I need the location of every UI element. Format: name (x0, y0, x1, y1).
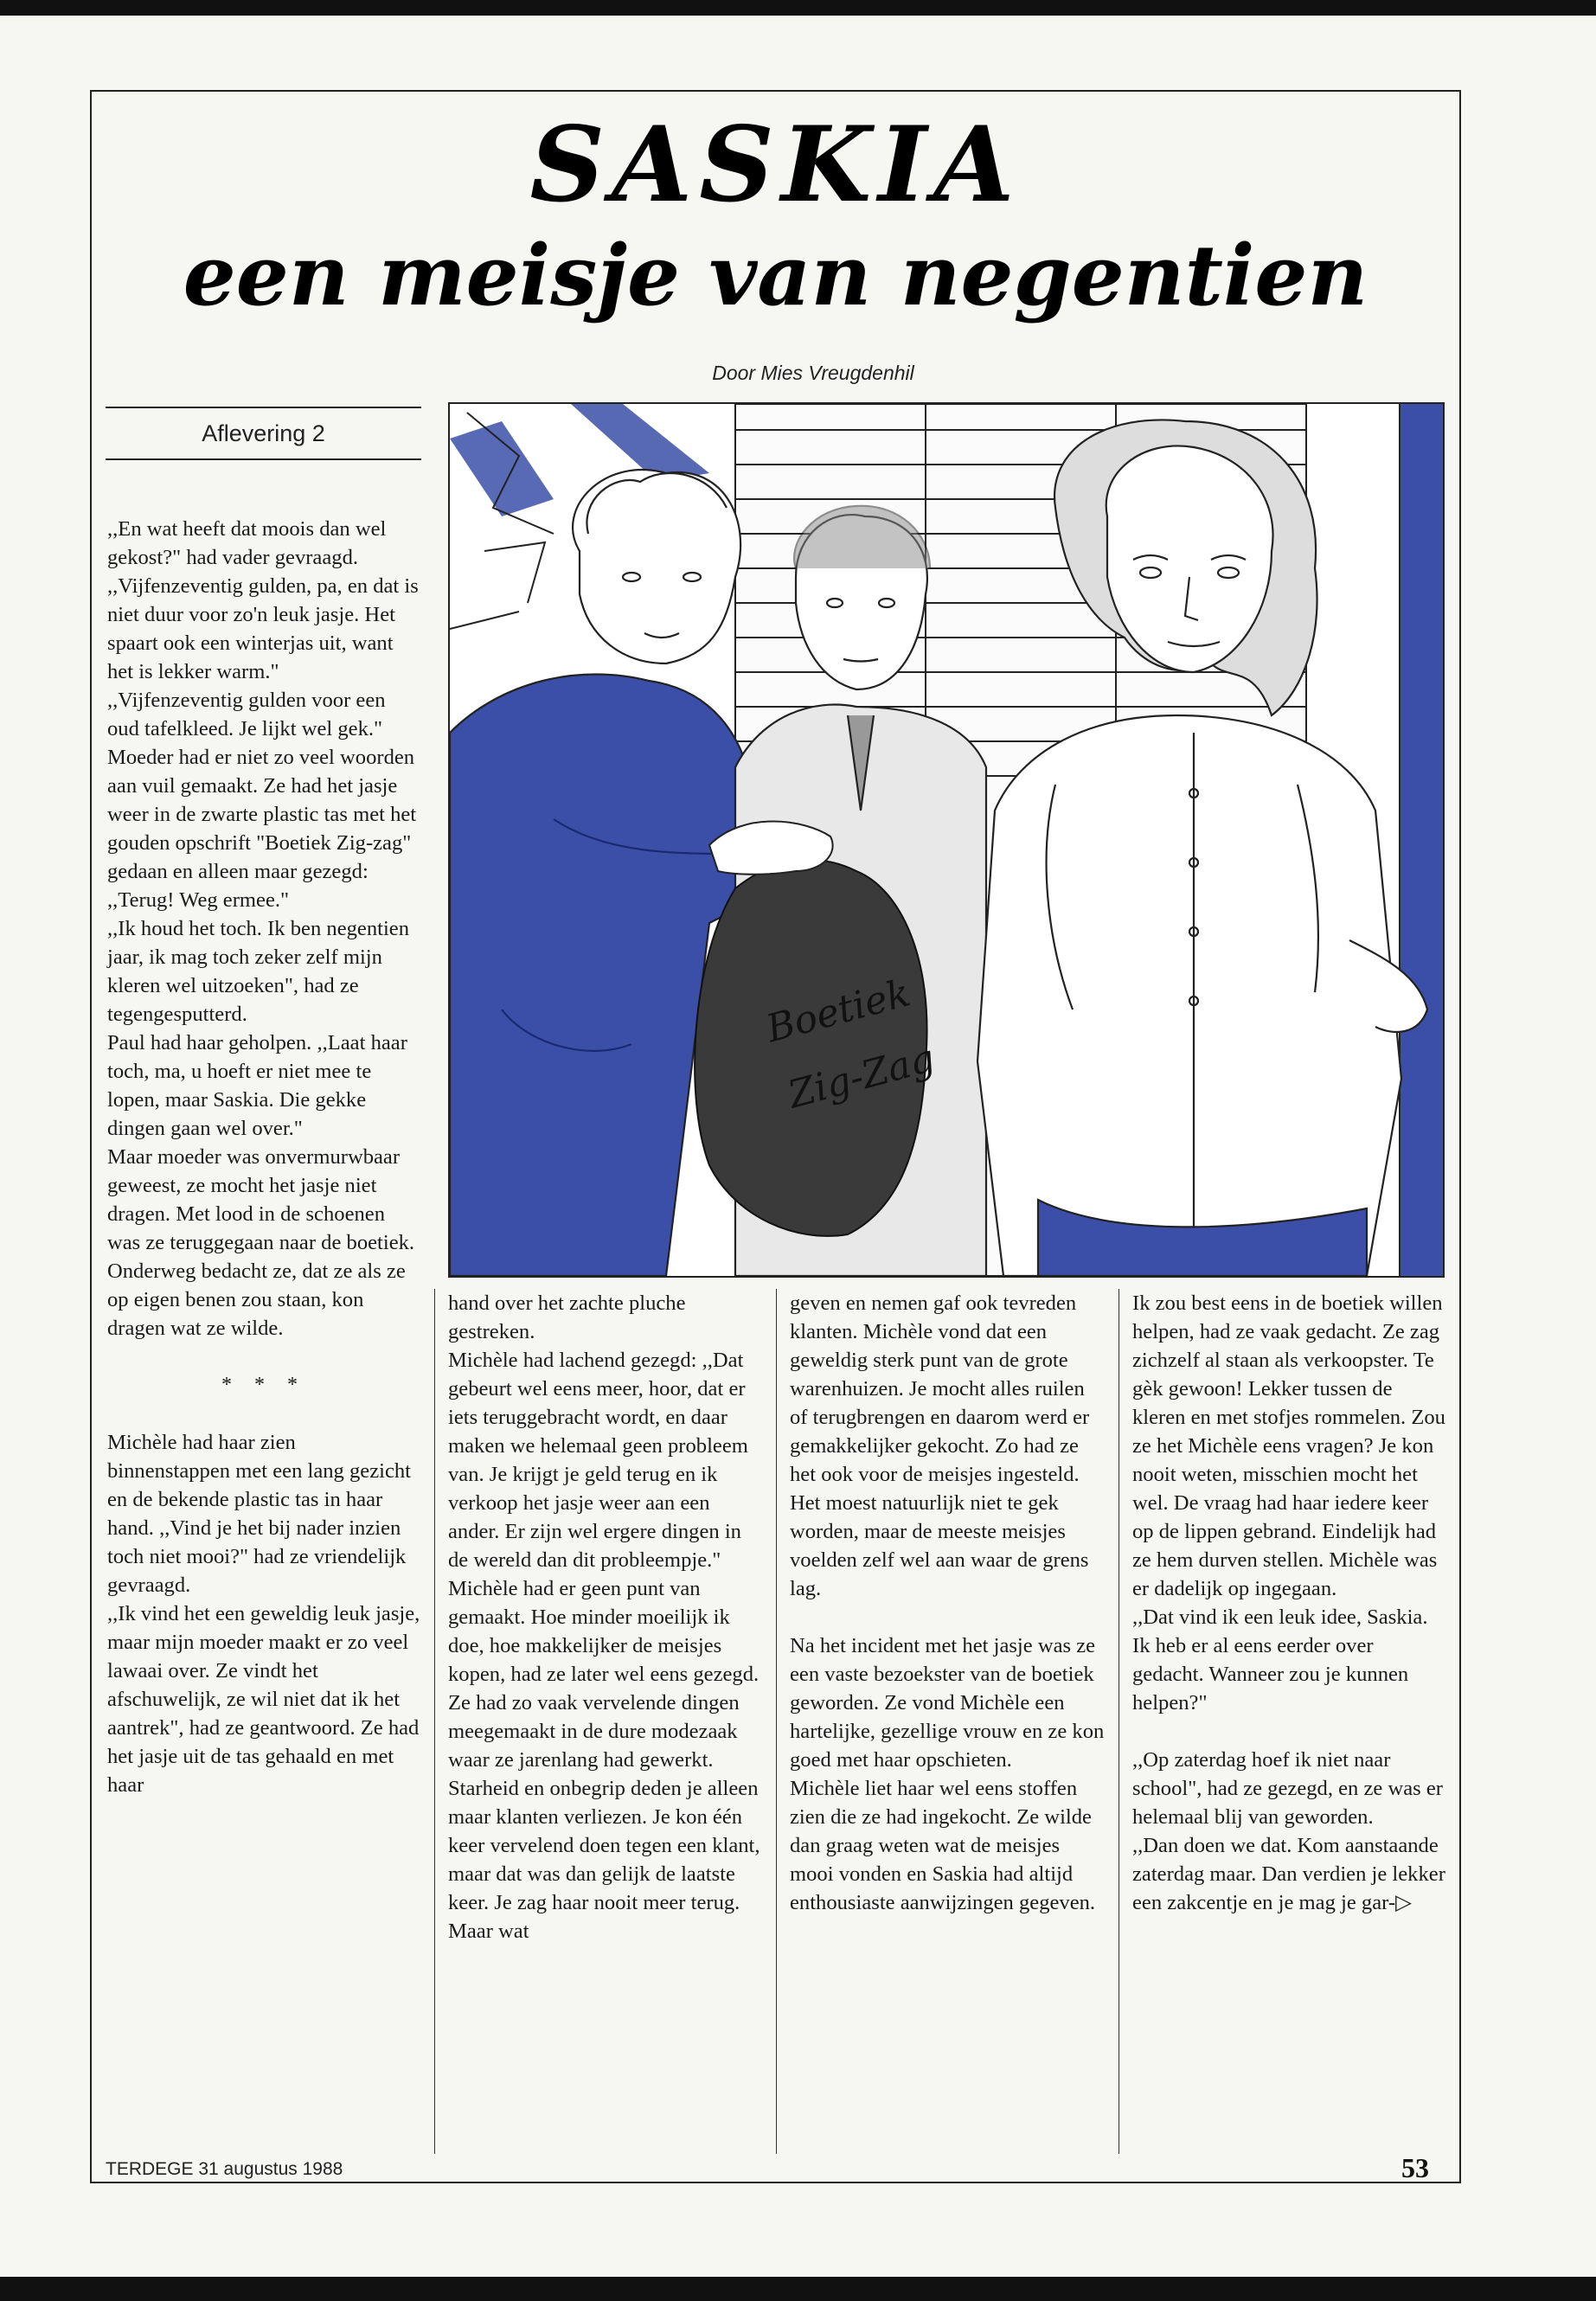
scan-top-edge (0, 0, 1596, 16)
bag-label-top: Boetiek (761, 971, 915, 1052)
column-divider (1118, 1289, 1119, 2154)
text-column-4 (1132, 1289, 1448, 1917)
paragraph: ,,Dat vind ik een leuk idee, Saskia. Ik heb er al eens eerder over gedacht. Wanneer zou je kunnen helpen?" (1132, 1606, 1428, 1715)
publication-footer: TERDEGE 31 augustus 1988 (106, 2159, 343, 2179)
page-number: 53 (1401, 2152, 1429, 2183)
paragraph: Michèle had lachend gezegd: ,,Dat gebeurt wel eens meer, hoor, dat er iets teruggebracht wordt, en daar maken we helemaal geen probleem van. Je krijgt je geld terug en ik verkoop het jasje weer aan een ander. Er zijn wel ergere dingen in de wereld dan dit probleempje." (448, 1349, 748, 1572)
episode-label (106, 407, 421, 460)
column-divider (434, 1289, 435, 2154)
paragraph: ,,Vijfenzeventig gulden voor een oud tafelkleed. Je lijkt wel gek." Moeder had er niet zo veel woorden aan vuil gemaakt. Ze had het jasje weer in de zwarte plastic tas met het gouden opschrift "Boetiek Zig-zag" gedaan en alleen maar gezegd: ,,Terug! Weg ermee." (107, 689, 417, 912)
illustration-drawing (450, 404, 1443, 1276)
paragraph: Ik zou best eens in de boetiek willen helpen, had ze vaak gedacht. Ze zag zichzelf al staan als verkoopster. Te gèk gewoon! Lekker tussen de kleren en met stofjes rommelen. Zou ze het Michèle eens vragen? Je kon nooit weten, misschien mocht het wel. De vraag had haar iedere keer op de lippen gebrand. Eindelijk had ze hem durven stellen. Michèle was er dadelijk op ingegaan. (1132, 1292, 1445, 1600)
paragraph: ,,Op zaterdag hoef ik niet naar school", had ze gezegd, en ze was er helemaal blij van geworden. (1132, 1748, 1443, 1829)
episode-text: Aflevering 2 (202, 420, 325, 446)
story-illustration (448, 402, 1445, 1278)
scan-bottom-edge (0, 2277, 1596, 2301)
paragraph: Michèle liet haar wel eens stoffen zien die ze had ingekocht. Ze wilde dan graag weten wat de meisjes mooi vonden en Saskia had altijd enthousiaste aanwijzingen gegeven. (790, 1777, 1096, 1914)
text-column-3 (790, 1289, 1106, 1917)
paragraph: Na het incident met het jasje was ze een vaste bezoekster van de boetiek geworden. Ze vond Michèle een hartelijke, gezellige vrouw en ze kon goed met haar opschieten. (790, 1634, 1105, 1772)
paragraph: ,,Dan doen we dat. Kom aanstaande zaterdag maar. Dan verdien je lekker een zakcentje en je mag je gar-▷ (1132, 1834, 1445, 1914)
text-column-1 (107, 515, 420, 1799)
paragraph: ,,Vijfenzeventig gulden, pa, en dat is niet duur voor zo'n leuk jasje. Het spaart ook een winterjas uit, want het is lekker warm." (107, 574, 419, 683)
paragraph: geven en nemen gaf ook tevreden klanten. Michèle vond dat een geweldig sterk punt van de grote warenhuizen. Je mocht alles ruilen of terugbrengen en daarom werd er gemakkelijker gekocht. Zo had ze het ook voor de meisjes ingesteld. Het moest natuurlijk niet te gek worden, maar de meeste meisjes voelden zelf wel aan waar de grens lag. (790, 1292, 1090, 1600)
page-subtitle: een meisje van negentien (183, 227, 1368, 324)
paragraph: Michèle had haar zien binnenstappen met een lang gezicht en de bekende plastic tas in haar hand. ,,Vind je het bij nader inzien toch niet mooi?" had ze vriendelijk gevraagd. (107, 1431, 412, 1597)
page-title: SASKIA (529, 104, 1022, 226)
door-frame-blue (1400, 404, 1443, 1276)
column-divider (776, 1289, 777, 2154)
byline: Door Mies Vreugdenhil (712, 362, 914, 384)
paragraph: ,,Ik houd het toch. Ik ben negentien jaar, ik mag toch zeker zelf mijn kleren wel uitzoeken", had ze tegengesputterd. (107, 917, 409, 1026)
paragraph: ,,Ik vind het een geweldig leuk jasje, maar mijn moeder maakt er zo veel lawaai over. Ze vindt het afschuwelijk, ze wil niet dat ik het aantrek", had ze geantwoord. Ze had het jasje uit de tas gehaald en met haar (107, 1602, 420, 1797)
section-break: * * * (221, 1374, 306, 1396)
paragraph: Maar moeder was onvermurwbaar geweest, ze mocht het jasje niet dragen. Met lood in de schoenen was ze teruggegaan naar de boetiek. Onderweg bedacht ze, dat ze als ze op eigen benen zou staan, kon dragen wat ze wilde. (107, 1145, 415, 1340)
paragraph: Michèle had er geen punt van gemaakt. Hoe minder moeilijk ik doe, hoe makkelijker de meisjes kopen, had ze later wel eens gezegd. Ze had zo vaak vervelende dingen meegemaakt in de dure modezaak waar ze jarenlang had gewerkt. Starheid en onbegrip deden je alleen maar klanten verliezen. Je kon één keer vervelend doen tegen een klant, maar dat was dan gelijk de laatste keer. Je zag haar nooit meer terug. Maar wat (448, 1577, 760, 1943)
paragraph: Paul had haar geholpen. ,,Laat haar toch, ma, u hoeft er niet mee te lopen, maar Saskia. Die gekke dingen gaan wel over." (107, 1031, 407, 1140)
paragraph: hand over het zachte pluche gestreken. (448, 1292, 686, 1343)
text-column-2 (448, 1289, 764, 1945)
bag-label-bottom: Zig-Zag (783, 1035, 939, 1118)
paragraph: ,,En wat heeft dat moois dan wel gekost?" had vader gevraagd. (107, 517, 387, 569)
